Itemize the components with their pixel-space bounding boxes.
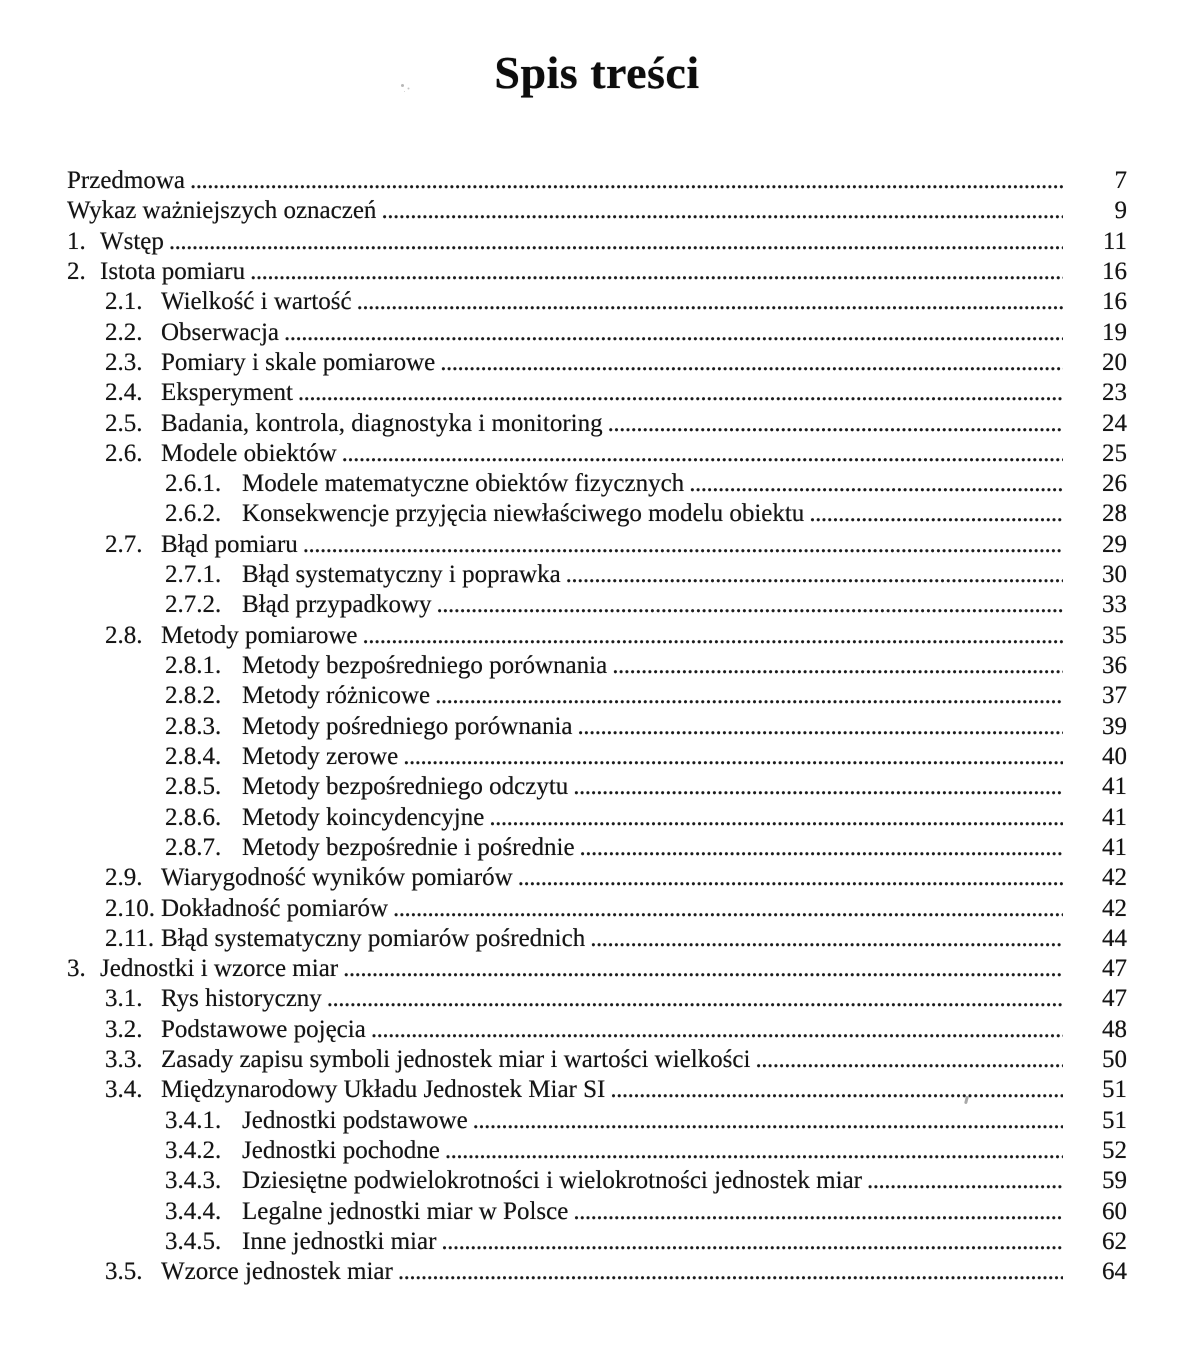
entry-number: 3. — [67, 955, 86, 983]
entry-title: Podstawowe pojęcia — [161, 1015, 366, 1043]
entry-title: Metody pomiarowe — [161, 621, 358, 649]
page-number: 62 — [1102, 1227, 1127, 1255]
entry-title: Metody zerowe — [242, 742, 399, 770]
scan-speck — [401, 84, 404, 87]
entry-number: 2.7.1. — [165, 561, 222, 589]
dot-leader — [337, 439, 1063, 469]
page-number: 16 — [1102, 257, 1127, 285]
dot-leader — [357, 621, 1063, 651]
toc-entry — [67, 1045, 1127, 1075]
page-number: 30 — [1102, 561, 1127, 589]
entry-number: 3.3. — [105, 1046, 143, 1074]
dot-leader — [750, 1045, 1063, 1075]
entry-number: 2.1. — [105, 288, 143, 316]
entry-number: 2.8. — [105, 621, 143, 649]
entry-number: 3.1. — [105, 985, 143, 1013]
toc-entry — [67, 287, 1127, 317]
dot-leader — [572, 712, 1063, 742]
entry-title: Jednostki pochodne — [242, 1137, 440, 1164]
page-number: 41 — [1102, 803, 1127, 831]
entry-number: 2.8.6. — [165, 803, 222, 831]
entry-number: 2.5. — [105, 409, 143, 437]
entry-number: 2.4. — [105, 379, 143, 407]
toc-entry — [67, 530, 1127, 560]
dot-leader — [561, 560, 1063, 590]
page-number: 64 — [1102, 1258, 1127, 1286]
entry-number: 3.5. — [105, 1258, 143, 1286]
dot-leader — [338, 954, 1063, 984]
page-number: 33 — [1102, 591, 1127, 619]
dot-leader — [435, 348, 1063, 378]
dot-leader — [398, 742, 1063, 772]
toc-entry — [67, 651, 1127, 681]
entry-title: Metody bezpośredniego porównania — [242, 652, 608, 679]
page-number: 11 — [1102, 227, 1127, 255]
page-number: 26 — [1102, 470, 1127, 498]
dot-leader — [804, 499, 1063, 529]
entry-title: Błąd systematyczny i poprawka — [242, 561, 561, 589]
dot-leader — [164, 227, 1063, 257]
toc-entry — [67, 863, 1127, 893]
entry-number: 2.3. — [105, 348, 143, 376]
entry-title: Eksperyment — [161, 379, 293, 407]
entry-number: 3.4.2. — [165, 1137, 222, 1164]
entry-number: 2.6.2. — [165, 500, 222, 528]
page-number: 42 — [1102, 864, 1127, 892]
page-number: 19 — [1102, 318, 1127, 346]
toc-entry — [67, 803, 1127, 833]
toc-entry — [67, 1015, 1127, 1045]
entry-title: Błąd pomiaru — [161, 530, 298, 558]
page-number: 35 — [1102, 621, 1127, 649]
entry-number: 2.8.5. — [165, 773, 222, 801]
entry-title: Dziesiętne podwielokrotności i wielokrotności jednostek miar — [242, 1167, 862, 1195]
entry-number: 2.8.2. — [165, 682, 222, 710]
toc-entry — [67, 833, 1127, 863]
dot-leader — [575, 833, 1063, 863]
page-number: 52 — [1102, 1137, 1127, 1164]
toc-entry — [67, 1136, 1127, 1166]
dot-leader — [568, 772, 1063, 802]
dot-leader — [376, 196, 1063, 226]
entry-number: 1. — [67, 227, 86, 255]
toc-entry — [67, 227, 1127, 257]
entry-title: Badania, kontrola, diagnostyka i monitoring — [161, 409, 603, 437]
entry-number: 2.2. — [105, 318, 143, 346]
page-number: 51 — [1102, 1106, 1127, 1134]
entry-number: 2.8.3. — [165, 712, 222, 740]
entry-title: Wstęp — [100, 227, 164, 255]
toc-entry — [67, 894, 1127, 924]
entry-title: Inne jednostki miar — [242, 1227, 437, 1255]
toc-entry — [67, 954, 1127, 984]
entry-title: Metody koincydencyjne — [242, 803, 485, 831]
entry-title: Wykaz ważniejszych oznaczeń — [67, 197, 377, 225]
entry-title: Jednostki podstawowe — [242, 1106, 468, 1134]
entry-number: 2.11. — [105, 924, 155, 952]
page-number: 37 — [1102, 682, 1127, 710]
dot-leader — [484, 803, 1063, 833]
entry-title: Metody bezpośrednie i pośrednie — [242, 833, 575, 861]
page-number: 51 — [1102, 1076, 1127, 1104]
entry-title: Wielkość i wartość — [161, 288, 352, 316]
page-number: 36 — [1102, 652, 1127, 679]
dot-leader — [684, 469, 1063, 499]
toc-entry — [67, 469, 1127, 499]
entry-title: Metody różnicowe — [242, 682, 431, 710]
toc-entry — [67, 1197, 1127, 1227]
dot-leader — [322, 984, 1063, 1014]
entry-title: Metody pośredniego porównania — [242, 712, 573, 740]
page-number: 47 — [1102, 985, 1127, 1013]
page-number: 29 — [1102, 530, 1127, 558]
entry-title: Wiarygodność wyników pomiarów — [161, 864, 513, 892]
entry-title: Jednostki i wzorce miar — [100, 955, 339, 983]
entry-number: 2.8.7. — [165, 833, 222, 861]
dot-leader — [245, 257, 1063, 287]
dot-leader — [440, 1136, 1063, 1166]
page-number: 60 — [1102, 1197, 1127, 1225]
page-title: Spis treści — [494, 47, 700, 98]
entry-number: 3.4. — [105, 1076, 143, 1104]
toc-entry — [67, 257, 1127, 287]
page-number: 7 — [1114, 167, 1127, 194]
toc-list — [67, 166, 1127, 1288]
toc-entry — [67, 1257, 1127, 1287]
toc-entry — [67, 378, 1127, 408]
toc-entry — [67, 1106, 1127, 1136]
entry-number: 2.9. — [105, 864, 143, 892]
toc-entry — [67, 1075, 1127, 1105]
entry-number: 3.4.5. — [165, 1227, 222, 1255]
entry-title: Metody bezpośredniego odczytu — [242, 773, 569, 801]
dot-leader — [298, 530, 1063, 560]
dot-leader — [603, 409, 1063, 439]
entry-number: 2.7. — [105, 530, 143, 558]
entry-number: 2.7.2. — [165, 591, 222, 619]
dot-leader — [585, 924, 1063, 954]
page-number: 20 — [1102, 348, 1127, 376]
entry-title: Obserwacja — [161, 318, 279, 346]
dot-leader — [393, 1257, 1063, 1287]
entry-title: Błąd przypadkowy — [242, 591, 432, 619]
entry-title: Modele obiektów — [161, 439, 337, 467]
dot-leader — [568, 1197, 1063, 1227]
entry-title: Pomiary i skale pomiarowe — [161, 348, 436, 376]
page-number: 44 — [1102, 924, 1127, 952]
entry-title: Błąd systematyczny pomiarów pośrednich — [161, 924, 586, 952]
page-number: 24 — [1102, 409, 1127, 437]
page-number: 39 — [1102, 712, 1127, 740]
dot-leader — [279, 318, 1063, 348]
toc-entry — [67, 924, 1127, 954]
dot-leader — [366, 1015, 1063, 1045]
page-number: 59 — [1102, 1167, 1127, 1195]
entry-title: Wzorce jednostek miar — [161, 1258, 393, 1286]
toc-entry — [67, 560, 1127, 590]
dot-leader — [436, 1227, 1063, 1257]
toc-entry — [67, 621, 1127, 651]
page-number: 41 — [1102, 773, 1127, 801]
page-number: 41 — [1102, 833, 1127, 861]
entry-title: Konsekwencje przyjęcia niewłaściwego modelu obiektu — [242, 500, 805, 528]
entry-title: Przedmowa — [67, 167, 186, 194]
dot-leader — [605, 1075, 1063, 1105]
entry-number: 2.10. — [105, 894, 155, 922]
page-number: 16 — [1102, 288, 1127, 316]
toc-entry — [67, 499, 1127, 529]
page-number: 42 — [1102, 894, 1127, 922]
entry-number: 2.8.1. — [165, 652, 222, 679]
entry-title: Legalne jednostki miar w Polsce — [242, 1197, 569, 1225]
entry-number: 3.4.3. — [165, 1167, 222, 1195]
entry-number: 3.2. — [105, 1015, 143, 1043]
page-number: 47 — [1102, 955, 1127, 983]
entry-number: 3.4.1. — [165, 1106, 222, 1134]
page-number: 23 — [1102, 379, 1127, 407]
toc-entry — [67, 439, 1127, 469]
toc-entry — [67, 318, 1127, 348]
toc-entry — [67, 196, 1127, 226]
dot-leader — [293, 378, 1063, 408]
toc-entry — [67, 681, 1127, 711]
toc-entry — [67, 348, 1127, 378]
dot-leader — [352, 287, 1063, 317]
entry-title: Międzynarodowy Układu Jednostek Miar SI — [161, 1076, 606, 1104]
entry-number: 3.4.4. — [165, 1197, 222, 1225]
toc-entry — [67, 712, 1127, 742]
toc-entry — [67, 772, 1127, 802]
dot-leader — [862, 1166, 1063, 1196]
page-number: 40 — [1102, 742, 1127, 770]
dot-leader — [430, 681, 1063, 711]
entry-title: Dokładność pomiarów — [161, 894, 389, 922]
dot-leader — [185, 166, 1063, 196]
dot-leader — [388, 894, 1063, 924]
page-number: 28 — [1102, 500, 1127, 528]
toc-entry — [67, 742, 1127, 772]
dot-leader — [513, 863, 1063, 893]
entry-title: Rys historyczny — [161, 985, 322, 1013]
toc-entry — [67, 166, 1127, 196]
toc-entry — [67, 1227, 1127, 1257]
page-number: 9 — [1114, 197, 1127, 225]
entry-title: Zasady zapisu symboli jednostek miar i wartości wielkości — [161, 1046, 751, 1074]
page-number: 50 — [1102, 1046, 1127, 1074]
toc-entry — [67, 1166, 1127, 1196]
dot-leader — [607, 651, 1063, 681]
dot-leader — [432, 590, 1063, 620]
entry-title: Modele matematyczne obiektów fizycznych — [242, 470, 685, 498]
page-number: 48 — [1102, 1015, 1127, 1043]
entry-number: 2.6. — [105, 439, 143, 467]
entry-title: Istota pomiaru — [100, 257, 246, 285]
toc-entry — [67, 590, 1127, 620]
entry-number: 2.6.1. — [165, 470, 222, 498]
entry-number: 2. — [67, 257, 86, 285]
entry-number: 2.8.4. — [165, 742, 222, 770]
page-number: 25 — [1102, 439, 1127, 467]
dot-leader — [468, 1106, 1063, 1136]
toc-entry — [67, 984, 1127, 1014]
toc-entry — [67, 409, 1127, 439]
